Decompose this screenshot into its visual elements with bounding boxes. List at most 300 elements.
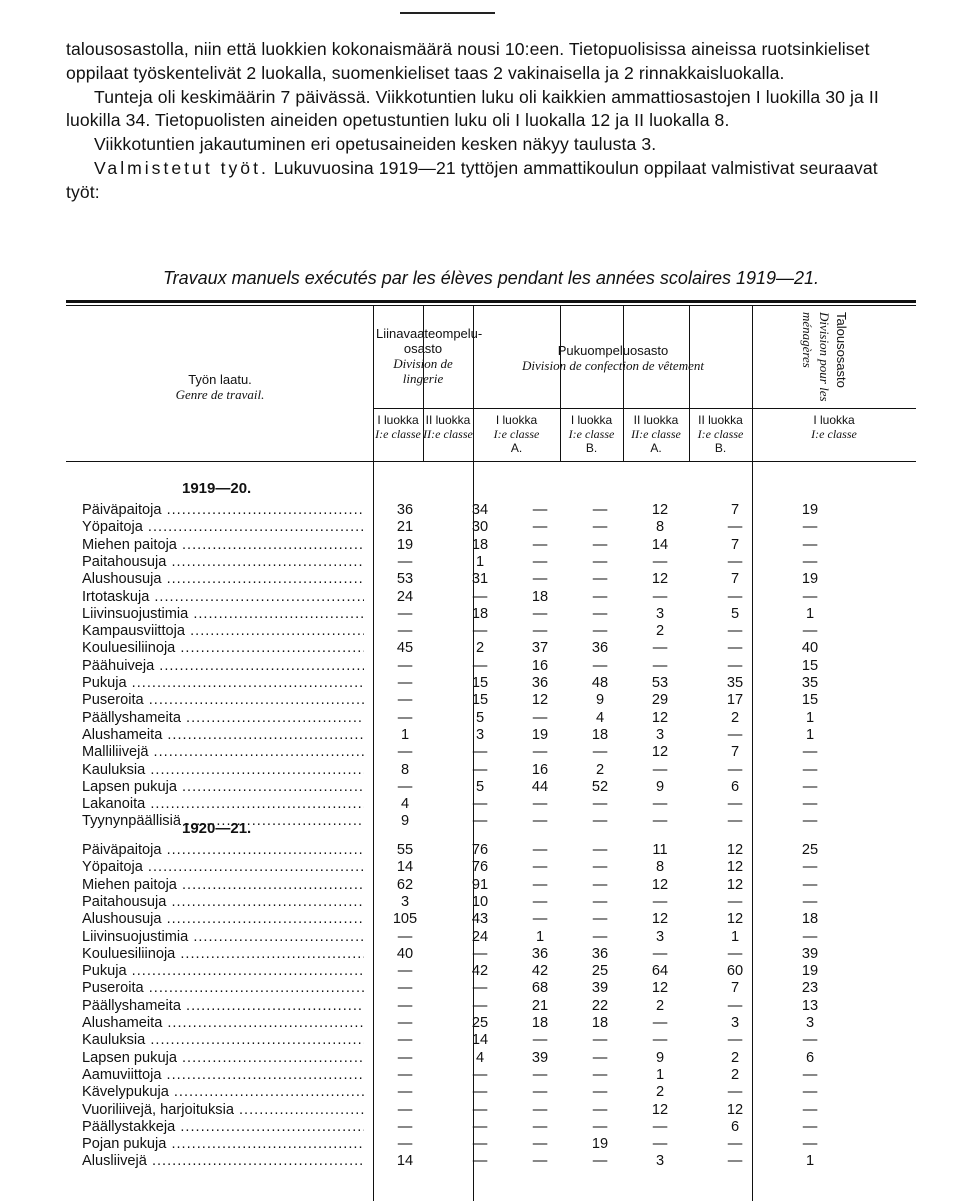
table-cell: —	[652, 761, 668, 778]
table-row	[0, 606, 960, 623]
table-cell: 7	[730, 744, 740, 761]
header-linen-dept-fi: Liinavaateompelu-osasto	[376, 326, 483, 356]
table-cell: —	[802, 588, 818, 605]
column-subheader	[623, 413, 689, 455]
table-cell: —	[397, 709, 413, 726]
table-cell: 3	[805, 1015, 815, 1031]
table-cell: —	[727, 1032, 743, 1049]
row-label: Malliliivejä .....	[82, 744, 364, 761]
table-cell: —	[532, 842, 548, 858]
table-cell: —	[652, 813, 668, 830]
table-cell: —	[592, 1032, 608, 1049]
row-label: Pukuja .....	[82, 675, 364, 692]
table-cell: 7	[730, 502, 740, 518]
table-cell: —	[472, 744, 488, 761]
table-cell: —	[802, 1032, 818, 1049]
table-cell: 12	[651, 1101, 669, 1118]
table-cell: —	[592, 588, 608, 605]
row-label: Lakanoita .....	[82, 796, 364, 813]
row-label: Kävelypukuja .....	[82, 1084, 364, 1101]
table-cell: 76	[471, 842, 489, 858]
table-cell: 25	[801, 842, 819, 858]
paragraph-4-body: Lukuvuosina 1919—21 tyttöjen ammattikoulun oppilaat valmistivat seuraavat työt:	[66, 157, 878, 202]
table-cell: 21	[396, 519, 414, 536]
table-cell: —	[727, 945, 743, 962]
table-row	[0, 1050, 960, 1067]
paragraph-3: Viikkotuntien jakautuminen eri opetusaineiden kesken näkyy taulusta 3.	[94, 134, 657, 155]
table-cell: 12	[651, 876, 669, 893]
table-cell: —	[802, 1118, 818, 1135]
table-cell: —	[652, 796, 668, 813]
table-cell: 14	[396, 1153, 414, 1170]
table-cell: —	[727, 553, 743, 570]
subheader-class-fr: I:e classe	[811, 427, 857, 441]
subheader-class: I luokka	[570, 413, 613, 427]
table-cell: 15	[471, 675, 489, 691]
table-cell: 16	[531, 657, 549, 674]
table-cell: 3	[655, 605, 665, 622]
table-cell: 12	[726, 1101, 744, 1118]
table-cell: —	[727, 796, 743, 813]
table-cell: 2	[595, 761, 605, 778]
table-cell: 36	[396, 502, 414, 518]
row-label: Alushousuja .....	[82, 571, 364, 588]
table-cell: 53	[651, 675, 669, 691]
table-cell: 14	[651, 536, 669, 553]
row-label: Päähuiveja .....	[82, 658, 364, 675]
table-cell: 2	[655, 623, 665, 640]
table-row	[0, 623, 960, 640]
table-row	[0, 946, 960, 963]
subheader-group: A.	[510, 441, 523, 455]
table-cell: —	[532, 1032, 548, 1049]
table-row	[0, 813, 960, 830]
table-cell: —	[532, 502, 548, 518]
table-row	[0, 571, 960, 588]
table-row	[0, 1119, 960, 1136]
table-cell: —	[727, 588, 743, 605]
table-row	[0, 842, 960, 859]
row-label: Päällyshameita .....	[82, 998, 364, 1015]
table-cell: 2	[475, 640, 485, 657]
table-cell: 24	[396, 588, 414, 605]
table-cell: 68	[531, 980, 549, 997]
table-cell: —	[592, 1049, 608, 1066]
table-cell: 11	[652, 842, 668, 858]
subheader-class-fr: II:e classe	[631, 427, 681, 441]
table-cell: —	[397, 1118, 413, 1135]
table-cell: —	[652, 1136, 668, 1153]
table-cell: —	[472, 1066, 488, 1083]
table-cell: —	[592, 657, 608, 674]
table-cell: —	[592, 744, 608, 761]
table-cell: —	[652, 1032, 668, 1049]
table-cell: 16	[531, 761, 549, 778]
table-cell: —	[472, 1118, 488, 1135]
table-cell: 19	[801, 571, 819, 588]
table-cell: 1	[475, 553, 485, 570]
table-cell: 14	[471, 1032, 489, 1049]
table-cell: —	[532, 893, 548, 910]
table-cell: 6	[730, 778, 740, 795]
subheader-group: A.	[650, 441, 662, 455]
table-cell: —	[532, 605, 548, 622]
table-row	[0, 1032, 960, 1049]
table-cell: —	[592, 605, 608, 622]
table-cell: —	[592, 519, 608, 536]
table-cell: —	[397, 1049, 413, 1066]
table-cell: —	[592, 893, 608, 910]
table-cell: 4	[595, 709, 605, 726]
header-work-type-fi: Työn laatu.	[188, 372, 252, 387]
header-work-type-fr: Genre de travail.	[175, 387, 265, 402]
column-subheader	[373, 413, 423, 441]
table-cell: 25	[591, 963, 609, 980]
table-cell: 2	[730, 1066, 740, 1083]
table-row	[0, 589, 960, 606]
table-row	[0, 1067, 960, 1084]
table-cell: —	[592, 1101, 608, 1118]
table-cell: —	[802, 761, 818, 778]
table-cell: 3	[655, 726, 665, 743]
table-row	[0, 675, 960, 692]
table-cell: 12	[651, 571, 669, 588]
table-cell: —	[397, 657, 413, 674]
table-cell: —	[802, 778, 818, 795]
table-cell: 36	[531, 675, 549, 691]
body-text	[66, 38, 916, 205]
table-cell: —	[592, 842, 608, 858]
table-cell: 3	[475, 726, 485, 743]
table-cell: 6	[730, 1118, 740, 1135]
table-row	[0, 744, 960, 761]
table-cell: 39	[801, 945, 819, 962]
table-cell: —	[802, 1066, 818, 1083]
table-cell: —	[802, 1084, 818, 1101]
table-cell: —	[532, 859, 548, 876]
section-year: 1919—20.	[182, 480, 252, 497]
paragraph-2: Tunteja oli keskimäärin 7 päivässä. Viikkotuntien luku oli kaikkien ammattiosastojen I luokilla 30 ja II luokilla 34. Tietopuolisten aineiden opetustuntien luku oli I luokalla 12 ja II luokalla 8.	[66, 86, 879, 131]
table-cell: —	[472, 1084, 488, 1101]
table-cell: —	[397, 1032, 413, 1049]
table-cell: 37	[531, 640, 549, 657]
header-clothing-dept	[476, 343, 750, 373]
table-cell: —	[532, 553, 548, 570]
table-cell: —	[532, 796, 548, 813]
table-cell: 9	[595, 692, 605, 709]
table-cell: —	[652, 893, 668, 910]
table-cell: —	[472, 813, 488, 830]
table-cell: —	[397, 744, 413, 761]
row-label: Alushousuja .....	[82, 911, 364, 928]
table-cell: 22	[591, 997, 609, 1014]
table-cell: 2	[730, 1049, 740, 1066]
table-cell: —	[592, 571, 608, 588]
table-cell: —	[592, 502, 608, 518]
table-cell: 36	[591, 640, 609, 657]
table-cell: —	[472, 796, 488, 813]
table-cell: 12	[651, 911, 669, 928]
table-cell: —	[802, 623, 818, 640]
table-cell: 29	[651, 692, 669, 709]
table-cell: 1	[805, 1153, 815, 1170]
table-cell: —	[727, 1084, 743, 1101]
table-cell: —	[592, 813, 608, 830]
top-rule	[400, 12, 495, 14]
table-row	[0, 911, 960, 928]
table-cell: —	[802, 553, 818, 570]
table-cell: —	[802, 744, 818, 761]
table-cell: 31	[471, 571, 489, 588]
table-cell: 18	[801, 911, 819, 928]
table-row	[0, 502, 960, 519]
table-row	[0, 1153, 960, 1170]
table-cell: 6	[805, 1049, 815, 1066]
table-cell: —	[592, 876, 608, 893]
section-year: 1920—21.	[182, 820, 252, 837]
table-cell: 12	[651, 709, 669, 726]
table-cell: —	[802, 859, 818, 876]
table-cell: 21	[531, 997, 549, 1014]
table-cell: 3	[655, 928, 665, 945]
table-row	[0, 963, 960, 980]
table-cell: —	[397, 1101, 413, 1118]
table-row	[0, 929, 960, 946]
table-cell: —	[727, 893, 743, 910]
table-cell: —	[652, 1015, 668, 1031]
table-cell: 12	[726, 859, 744, 876]
table-cell: —	[592, 928, 608, 945]
subheader-class-fr: II:e classe	[423, 427, 473, 441]
table-cell: 7	[730, 980, 740, 997]
subheader-class: I luokka	[377, 413, 419, 427]
table-cell: —	[532, 623, 548, 640]
table-cell: 15	[471, 692, 489, 709]
subheader-group: B.	[714, 441, 727, 455]
subheader-class-fr: I:e classe	[697, 427, 744, 441]
table-cell: 105	[392, 911, 418, 928]
table-cell: 19	[801, 963, 819, 980]
header-linen-dept	[376, 326, 483, 386]
table-row	[0, 1136, 960, 1153]
table-cell: 5	[475, 709, 485, 726]
table-cell: —	[592, 1153, 608, 1170]
header-bottom-rule	[66, 461, 916, 462]
table-cell: —	[397, 997, 413, 1014]
table-cell: 7	[730, 571, 740, 588]
table-cell: 2	[655, 997, 665, 1014]
table-cell: 12	[726, 876, 744, 893]
table-cell: —	[472, 997, 488, 1014]
table-cell: 18	[591, 1015, 609, 1031]
table-cell: 13	[801, 997, 819, 1014]
subheader-class-fr: I:e classe	[568, 427, 615, 441]
table-cell: —	[532, 744, 548, 761]
table-cell: 40	[801, 640, 819, 657]
table-cell: —	[802, 1136, 818, 1153]
table-cell: —	[802, 813, 818, 830]
row-label: Paitahousuja .....	[82, 894, 364, 911]
table-cell: —	[472, 1136, 488, 1153]
table-cell: 2	[655, 1084, 665, 1101]
table-row	[0, 877, 960, 894]
table-cell: 15	[801, 692, 819, 709]
table-cell: —	[727, 726, 743, 743]
header-work-type	[130, 372, 310, 402]
table-cell: 42	[471, 963, 489, 980]
table-cell: —	[397, 778, 413, 795]
subheader-class-fr: I:e classe	[375, 427, 421, 441]
table-top-rule	[66, 300, 916, 303]
table-cell: —	[652, 553, 668, 570]
table-cell: —	[592, 1066, 608, 1083]
row-label: Tyynynpäällisiä .....	[82, 813, 364, 830]
row-label: Kouluesiliinoja .....	[82, 640, 364, 657]
row-label: Miehen paitoja .....	[82, 877, 364, 894]
row-label: Puseroita .....	[82, 980, 364, 997]
table-cell: —	[802, 1101, 818, 1118]
paragraph-4	[66, 157, 916, 205]
table-cell: —	[532, 1101, 548, 1118]
table-cell: 52	[591, 778, 609, 795]
header-home-dept	[760, 312, 850, 402]
table-cell: —	[802, 893, 818, 910]
table-cell: —	[472, 1153, 488, 1170]
row-label: Pukuja .....	[82, 963, 364, 980]
table-cell: 7	[730, 536, 740, 553]
table-cell: 9	[400, 813, 410, 830]
table-cell: —	[727, 519, 743, 536]
subheader-rule	[373, 408, 916, 409]
table-cell: 64	[651, 963, 669, 980]
table-cell: 8	[655, 519, 665, 536]
table-cell: 18	[471, 536, 489, 553]
table-row	[0, 692, 960, 709]
table-cell: —	[532, 571, 548, 588]
row-label: Pojan pukuja .....	[82, 1136, 364, 1153]
table-cell: 12	[651, 744, 669, 761]
row-label: Kauluksia .....	[82, 1032, 364, 1049]
table-cell: —	[397, 692, 413, 709]
subheader-class-fr: I:e classe	[493, 427, 540, 441]
table-row	[0, 554, 960, 571]
table-cell: —	[652, 640, 668, 657]
row-label: Päällyshameita .....	[82, 710, 364, 727]
table-cell: —	[397, 928, 413, 945]
table-cell: 1	[805, 709, 815, 726]
table-cell: —	[592, 623, 608, 640]
table-row	[0, 519, 960, 536]
table-cell: 9	[655, 778, 665, 795]
table-row	[0, 1084, 960, 1101]
subheader-class: I luokka	[813, 413, 855, 427]
table-cell: —	[532, 1066, 548, 1083]
header-clothing-dept-fr: Division de confection de vêtement	[522, 358, 704, 373]
table-cell: 35	[726, 675, 744, 691]
column-subheader	[473, 413, 560, 455]
table-cell: 62	[396, 876, 414, 893]
table-cell: 44	[531, 778, 549, 795]
table-row	[0, 1015, 960, 1032]
table-cell: —	[592, 1084, 608, 1101]
table-cell: 12	[531, 692, 549, 709]
table-cell: —	[397, 963, 413, 980]
table-cell: —	[472, 761, 488, 778]
table-cell: —	[532, 519, 548, 536]
table-cell: —	[532, 1136, 548, 1153]
row-label: Päällystakkeja .....	[82, 1119, 364, 1136]
table-cell: —	[472, 945, 488, 962]
table-row	[0, 796, 960, 813]
table-cell: 36	[591, 945, 609, 962]
table-cell: —	[472, 657, 488, 674]
table-cell: 34	[471, 502, 489, 518]
table-cell: 9	[655, 1049, 665, 1066]
table-cell: 76	[471, 859, 489, 876]
table-cell: —	[397, 605, 413, 622]
header-linen-dept-fr: Division de lingerie	[393, 356, 453, 386]
table-row	[0, 859, 960, 876]
table-cell: —	[652, 588, 668, 605]
table-cell: 8	[655, 859, 665, 876]
table-cell: 42	[531, 963, 549, 980]
table-cell: —	[592, 859, 608, 876]
table-cell: 43	[471, 911, 489, 928]
table-cell: 4	[475, 1049, 485, 1066]
table-cell: 18	[531, 588, 549, 605]
table-cell: —	[727, 623, 743, 640]
table-cell: —	[592, 796, 608, 813]
table-cell: 91	[471, 876, 489, 893]
row-label: Puseroita .....	[82, 692, 364, 709]
table-cell: 55	[396, 842, 414, 858]
table-cell: —	[727, 657, 743, 674]
table-cell: —	[532, 709, 548, 726]
section-heading: Valmistetut työt.	[94, 157, 269, 178]
table-cell: —	[397, 623, 413, 640]
row-label: Kauluksia .....	[82, 762, 364, 779]
table-cell: 5	[475, 778, 485, 795]
table-cell: —	[802, 536, 818, 553]
row-label: Irtotaskuja .....	[82, 589, 364, 606]
table-cell: 19	[591, 1136, 609, 1153]
table-cell: —	[532, 876, 548, 893]
table-cell: 35	[801, 675, 819, 691]
table-row	[0, 710, 960, 727]
subheader-class: II luokka	[633, 413, 679, 427]
row-label: Alushameita .....	[82, 1015, 364, 1032]
table-cell: —	[397, 1066, 413, 1083]
row-label: Alushameita .....	[82, 727, 364, 744]
table-row	[0, 762, 960, 779]
table-row	[0, 894, 960, 911]
header-clothing-dept-fi: Pukuompeluosasto	[557, 343, 669, 358]
table-cell: 40	[396, 945, 414, 962]
row-label: Lapsen pukuja .....	[82, 1050, 364, 1067]
table-cell: 1	[535, 928, 545, 945]
table-cell: 4	[400, 796, 410, 813]
subheader-group: B.	[585, 441, 598, 455]
subheader-class: II luokka	[698, 413, 743, 427]
row-label: Päiväpaitoja .....	[82, 502, 364, 519]
table-cell: 3	[655, 1153, 665, 1170]
table-cell: —	[727, 997, 743, 1014]
table-cell: —	[397, 1136, 413, 1153]
column-subheader	[423, 413, 473, 441]
table-cell: —	[592, 1118, 608, 1135]
table-cell: 18	[471, 605, 489, 622]
table-cell: —	[472, 623, 488, 640]
